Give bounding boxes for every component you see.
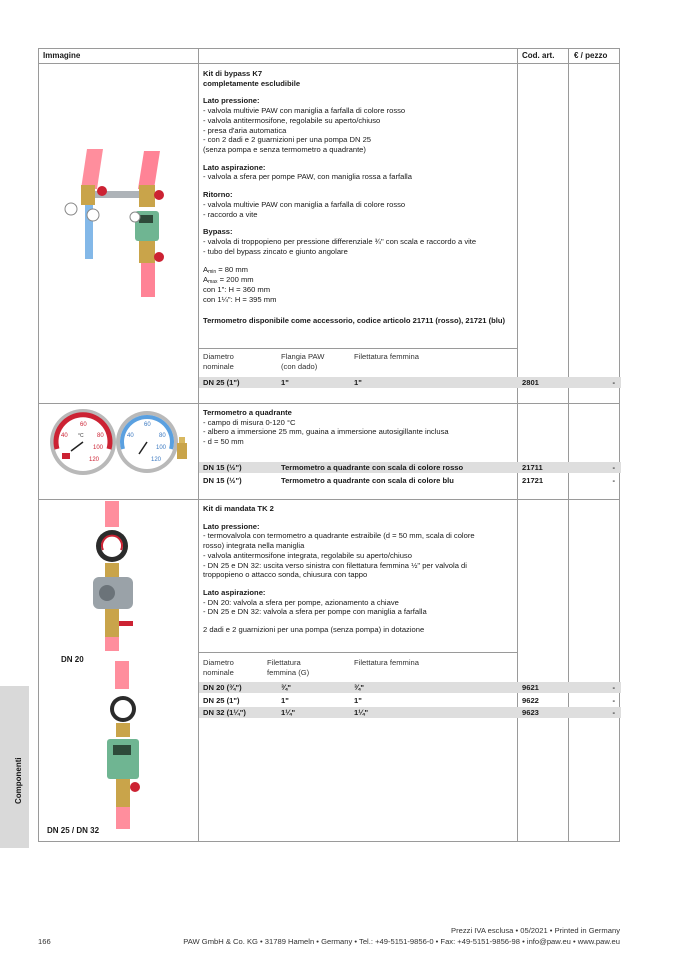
svg-text:60: 60 <box>144 422 151 428</box>
desc-line: con 1¼": H = 395 mm <box>203 295 277 304</box>
desc-line: - d = 50 mm <box>203 437 244 447</box>
table-row: DN 20 (¾") ¾" ¾" 9621 - <box>199 682 621 693</box>
svg-text:80: 80 <box>97 433 104 439</box>
desc-line: - DN 25 e DN 32: valvola a sfera per pompe con maniglia a farfalla <box>203 607 427 617</box>
table-row: DN 15 (½") Termometro a quadrante con scala di colore rosso 21711 - <box>199 462 621 473</box>
desc-line: troppopieno o attacco sonda, chiusura con tappo <box>203 570 368 580</box>
table-row: DN 25 (1") 1" 1" 2801 - <box>199 377 621 388</box>
svg-text:120: 120 <box>151 457 162 463</box>
section-title: Lato pressione: <box>203 521 260 531</box>
product3-title: Kit di mandata TK 2 <box>203 504 274 513</box>
product2-description <box>203 408 515 447</box>
desc-line: - tubo del bypass zincato e giunto angolare <box>203 246 348 256</box>
col-divider <box>517 49 518 841</box>
colhead-diameter: Diametro nominale <box>203 352 234 371</box>
desc-line: (senza pompa e senza termometro a quadrante) <box>203 145 366 155</box>
svg-text:80: 80 <box>159 433 166 439</box>
row-divider <box>39 403 619 404</box>
desc-line: - campo di misura 0-120 °C <box>203 417 296 427</box>
colhead-diameter: Diametro nominale <box>203 658 234 677</box>
row-divider <box>39 63 619 64</box>
svg-text:40: 40 <box>127 433 134 439</box>
desc-line: - DN 20: valvola a sfera per pompe, azionamento a chiave <box>203 597 399 607</box>
desc-line: - valvola antitermosifone integrata, regolabile su aperto/chiuso <box>203 550 412 560</box>
desc-line: - valvola multivie PAW con maniglia a farfalla di colore rosso <box>203 106 406 116</box>
desc-line: - termovalvola con termometro a quadrante estraibile (d = 50 mm, scala di colore <box>203 531 475 541</box>
product1-title: Kit di bypass K7 <box>203 69 263 78</box>
dim-line-min: Amin = 80 mm <box>203 264 249 275</box>
image-label-dn25-dn32: DN 25 / DN 32 <box>47 826 100 835</box>
desc-line: - albero a immersione 25 mm, guaina a immersione autosigillante inclusa <box>203 427 449 437</box>
col-divider <box>198 49 199 841</box>
product1-title2: completamente escludibile <box>203 78 301 88</box>
desc-line: - raccordo a vite <box>203 209 258 219</box>
product3-description <box>203 504 515 635</box>
desc-line: con 1": H = 360 mm <box>203 285 271 295</box>
section-title: Lato pressione: <box>203 96 260 106</box>
desc-line: - valvola a sfera per pompe PAW, con maniglia rossa a farfalla <box>203 172 412 182</box>
desc-line: rosso) integrata nella maniglia <box>203 541 305 551</box>
header-code: Cod. art. <box>522 51 555 60</box>
desc-line: - presa d'aria automatica <box>203 125 287 135</box>
row-divider <box>39 499 619 500</box>
section-title: Lato aspirazione: <box>203 162 266 172</box>
header-image: Immagine <box>43 51 81 60</box>
subtable-divider <box>199 348 517 349</box>
svg-text:40: 40 <box>61 433 68 439</box>
dim-line-max: Amax = 200 mm <box>203 274 254 285</box>
table-row: DN 32 (1¼") 1¼" 1¼" 9623 - <box>199 707 621 718</box>
product-table <box>38 48 620 842</box>
section-title: Lato aspirazione: <box>203 588 266 598</box>
side-tab <box>0 686 29 848</box>
colhead-thread-g: Filettatura femmina (G) <box>267 658 310 677</box>
desc-line: - con 2 dadi e 2 guarnizioni per una pompa DN 25 <box>203 135 372 145</box>
accessory-note: Termometro disponibile come accessorio, codice articolo 21711 (rosso), 21721 (blu) <box>203 315 506 325</box>
side-tab-label: Componenti <box>14 757 23 804</box>
svg-text:100: 100 <box>93 445 104 451</box>
svg-text:°C: °C <box>78 433 84 439</box>
col-divider <box>568 49 569 841</box>
thermometer-gauges-image <box>47 407 192 477</box>
table-row: DN 15 (½") Termometro a quadrante con scala di colore blu 21721 - <box>203 476 615 485</box>
bypass-kit-image <box>59 149 189 299</box>
table-row: DN 25 (1") 1" 1" 9622 - <box>203 696 615 705</box>
desc-line: 2 dadi e 2 guarnizioni per una pompa (senza pompa) in dotazione <box>203 625 425 635</box>
colhead-flange: Flangia PAW (con dado) <box>281 352 325 371</box>
colhead-thread: Filettatura femmina <box>354 658 419 667</box>
colhead-thread: Filettatura femmina <box>354 352 419 361</box>
desc-line: - DN 25 e DN 32: uscita verso sinistra con filettatura femmina ½" per valvola di <box>203 560 467 570</box>
svg-text:100: 100 <box>156 445 167 451</box>
section-title: Bypass: <box>203 227 233 237</box>
page-number: 166 <box>38 937 51 946</box>
svg-text:60: 60 <box>80 422 87 428</box>
desc-line: - valvola di troppopieno per pressione differenziale ¾" con scala e raccordo a vite <box>203 237 477 247</box>
header-price: € / pezzo <box>574 51 608 60</box>
desc-line: - valvola multivie PAW con maniglia a farfalla di colore rosso <box>203 199 406 209</box>
svg-text:120: 120 <box>89 457 100 463</box>
image-label-dn20: DN 20 <box>61 655 84 664</box>
product1-description <box>203 69 515 325</box>
subtable-divider <box>199 652 517 653</box>
product2-title: Termometro a quadrante <box>203 408 292 417</box>
footer-line2: PAW GmbH & Co. KG • 31789 Hameln • Germany • Tel.: +49-5151-9856-0 • Fax: +49-5151-9856-98 • info@paw.eu • www.paw.eu <box>183 937 620 946</box>
footer-line1: Prezzi IVA esclusa • 05/2021 • Printed in Germany <box>451 926 620 935</box>
supply-kit-dn20-image <box>83 501 143 651</box>
supply-kit-dn25-image <box>95 661 155 831</box>
section-title: Ritorno: <box>203 190 233 200</box>
desc-line: - valvola antitermosifone, regolabile su aperto/chiuso <box>203 115 381 125</box>
